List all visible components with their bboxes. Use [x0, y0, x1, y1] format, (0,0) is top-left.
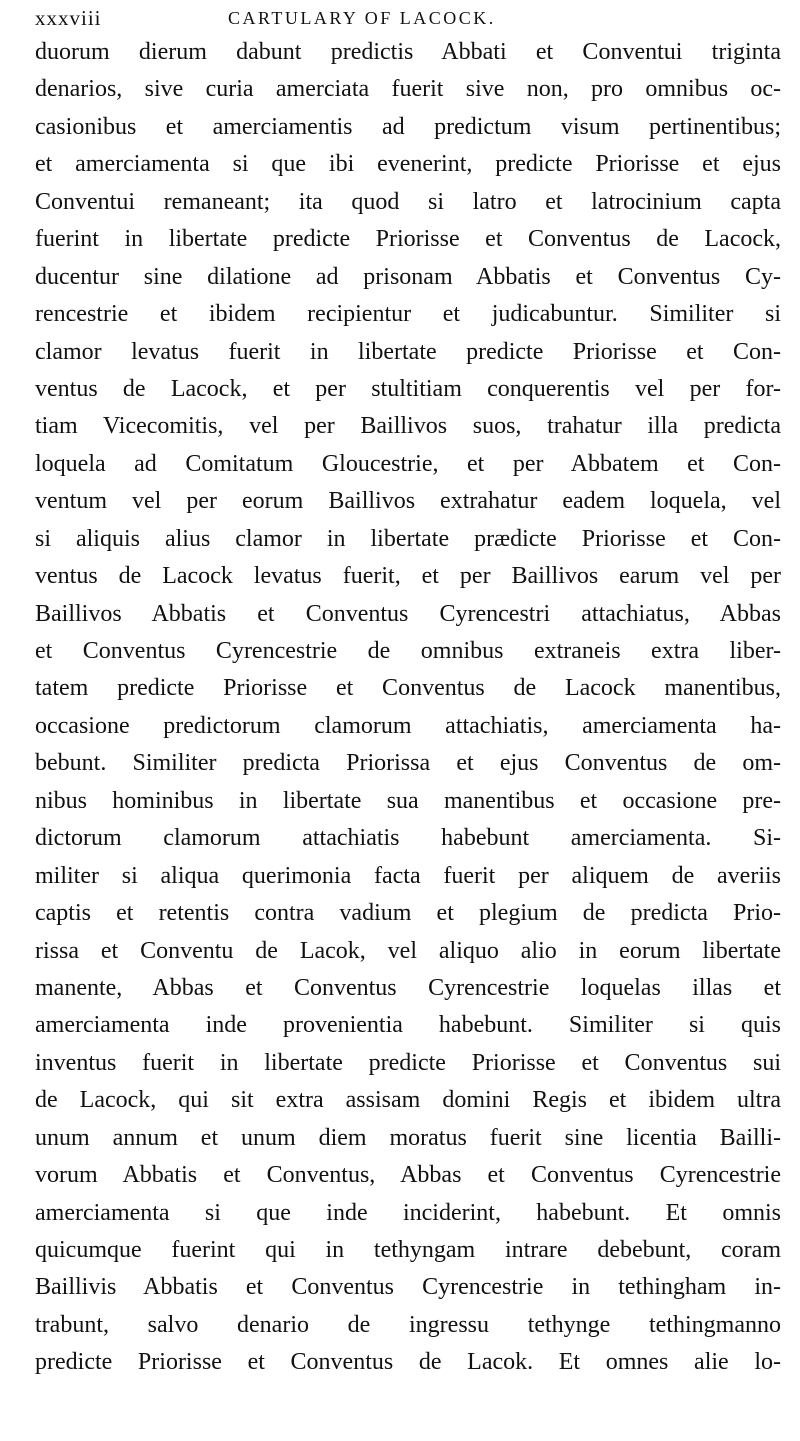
text-line: Conventui remaneant; ita quod si latro et latrocinium capta — [35, 188, 781, 215]
text-line: ducentur sine dilatione ad prisonam Abbatis et Conventus Cy- — [35, 263, 781, 290]
text-line: militer si aliqua querimonia facta fuerit per aliquem de averiis — [35, 862, 781, 889]
text-line: rissa et Conventu de Lacok, vel aliquo alio in eorum libertate — [35, 937, 781, 964]
text-line: ventus de Lacock, et per stultitiam conquerentis vel per for- — [35, 375, 781, 402]
text-line: unum annum et unum diem moratus fuerit sine licentia Bailli- — [35, 1124, 781, 1151]
text-line: denarios, sive curia amerciata fuerit sive non, pro omnibus oc- — [35, 76, 781, 103]
text-line: si aliquis alius clamor in libertate prædicte Priorisse et Con- — [35, 525, 781, 552]
text-line: trabunt, salvo denario de ingressu tethynge tethingmanno — [35, 1311, 781, 1338]
text-line: ventus de Lacock levatus fuerit, et per Baillivos earum vel per — [35, 563, 781, 590]
text-line: captis et retentis contra vadium et plegium de predicta Prio- — [35, 900, 781, 927]
text-line: clamor levatus fuerit in libertate predicte Priorisse et Con- — [35, 338, 781, 365]
text-line: predicte Priorisse et Conventus de Lacok. Et omnes alie lo- — [35, 1349, 781, 1376]
text-line: duorum dierum dabunt predictis Abbati et Conventui triginta — [35, 39, 781, 65]
text-line: rencestrie et ibidem recipientur et judicabuntur. Similiter si — [35, 301, 781, 328]
text-line: dictorum clamorum attachiatis habebunt amerciamenta. Si- — [35, 825, 781, 852]
text-line: Baillivos Abbatis et Conventus Cyrencestri attachiatus, Abbas — [35, 600, 781, 627]
text-line: de Lacock, qui sit extra assisam domini Regis et ibidem ultra — [35, 1087, 781, 1114]
body-text — [35, 34, 781, 1382]
text-line: bebunt. Similiter predicta Priorissa et ejus Conventus de om- — [35, 750, 781, 777]
running-title: CARTULARY OF LACOCK. — [228, 8, 496, 28]
text-line: amerciamenta si que inde inciderint, habebunt. Et omnis — [35, 1199, 781, 1226]
text-line: vorum Abbatis et Conventus, Abbas et Conventus Cyrencestrie — [35, 1162, 781, 1189]
page-number: xxxviii — [35, 6, 102, 30]
text-line: tiam Vicecomitis, vel per Baillivos suos, trahatur illa predicta — [35, 413, 781, 440]
text-line: manente, Abbas et Conventus Cyrencestrie loquelas illas et — [35, 974, 781, 1001]
text-line: nibus hominibus in libertate sua manentibus et occasione pre- — [35, 787, 781, 814]
text-line: loquela ad Comitatum Gloucestrie, et per Abbatem et Con- — [35, 450, 781, 477]
text-line: ventum vel per eorum Baillivos extrahatur eadem loquela, vel — [35, 488, 781, 515]
text-line: fuerint in libertate predicte Priorisse et Conventus de Lacock, — [35, 226, 781, 253]
text-line: et Conventus Cyrencestrie de omnibus extraneis extra liber- — [35, 638, 781, 664]
text-line: amerciamenta inde provenientia habebunt. Similiter si quis — [35, 1012, 781, 1039]
text-line: tatem predicte Priorisse et Conventus de Lacock manentibus, — [35, 675, 781, 702]
text-line: inventus fuerit in libertate predicte Priorisse et Conventus sui — [35, 1049, 781, 1076]
text-line: Baillivis Abbatis et Conventus Cyrencestrie in tethingham in- — [35, 1274, 781, 1301]
page-header — [35, 2, 595, 38]
text-line: casionibus et amerciamentis ad predictum visum pertinentibus; — [35, 113, 781, 140]
text-line: et amerciamenta si que ibi evenerint, predicte Priorisse et ejus — [35, 151, 781, 178]
text-line: occasione predictorum clamorum attachiatis, amerciamenta ha- — [35, 712, 781, 739]
text-line: quicumque fuerint qui in tethyngam intrare debebunt, coram — [35, 1237, 781, 1263]
